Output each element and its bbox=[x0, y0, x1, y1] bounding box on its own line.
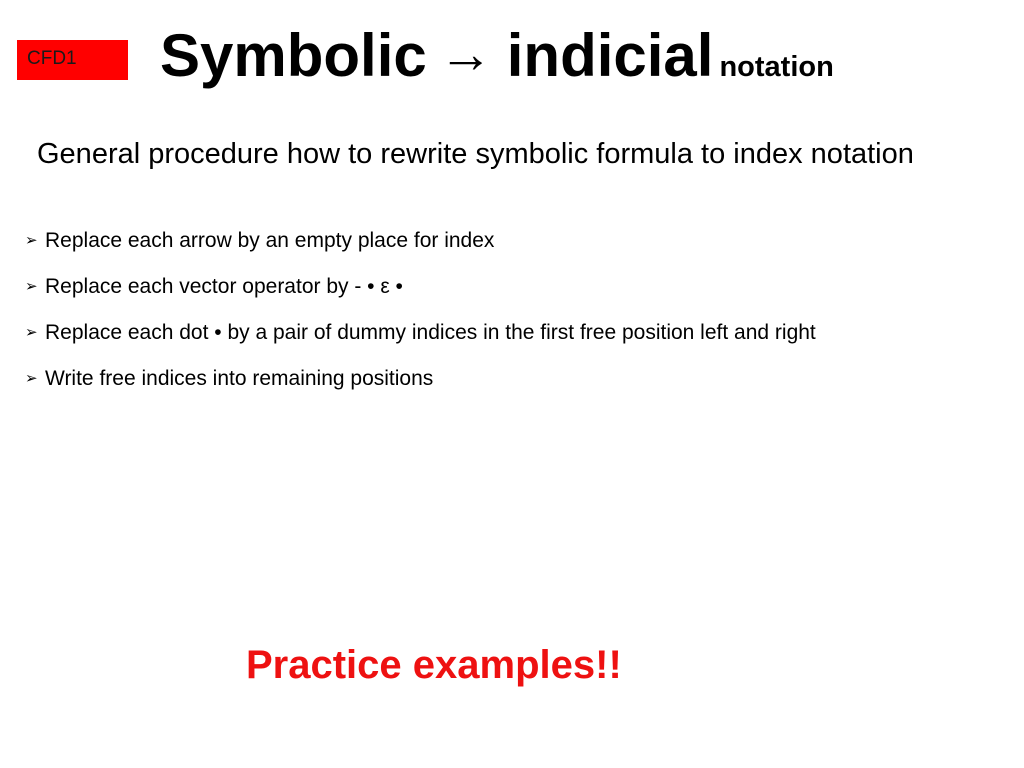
title-notation: notation bbox=[719, 51, 834, 83]
intro-text: General procedure how to rewrite symbolic formula to index notation bbox=[37, 138, 914, 170]
practice-examples-heading: Practice examples!! bbox=[246, 643, 622, 687]
slide-title bbox=[160, 22, 834, 89]
slide-tag-badge bbox=[17, 40, 128, 80]
procedure-step-text: Replace each vector operator by - • ε • bbox=[45, 275, 403, 298]
procedure-step bbox=[25, 274, 1015, 320]
procedure-list bbox=[25, 228, 1015, 412]
procedure-step-text: Write free indices into remaining positions bbox=[45, 367, 434, 390]
procedure-step bbox=[25, 320, 1015, 366]
arrowhead-bullet-icon: ➢ bbox=[25, 232, 38, 249]
slide-tag-label: CFD1 bbox=[27, 48, 77, 69]
procedure-step-text: Replace each arrow by an empty place for index bbox=[45, 229, 495, 252]
procedure-step bbox=[25, 228, 1015, 274]
procedure-step bbox=[25, 366, 1015, 412]
arrowhead-bullet-icon: ➢ bbox=[25, 370, 38, 387]
right-arrow-icon: → bbox=[438, 24, 493, 84]
procedure-step-text: Replace each dot • by a pair of dummy indices in the first free position left and right bbox=[45, 321, 816, 344]
title-symbolic: Symbolic bbox=[160, 22, 427, 89]
title-indicial: indicial bbox=[506, 22, 714, 89]
arrowhead-bullet-icon: ➢ bbox=[25, 278, 38, 295]
arrowhead-bullet-icon: ➢ bbox=[25, 324, 38, 341]
